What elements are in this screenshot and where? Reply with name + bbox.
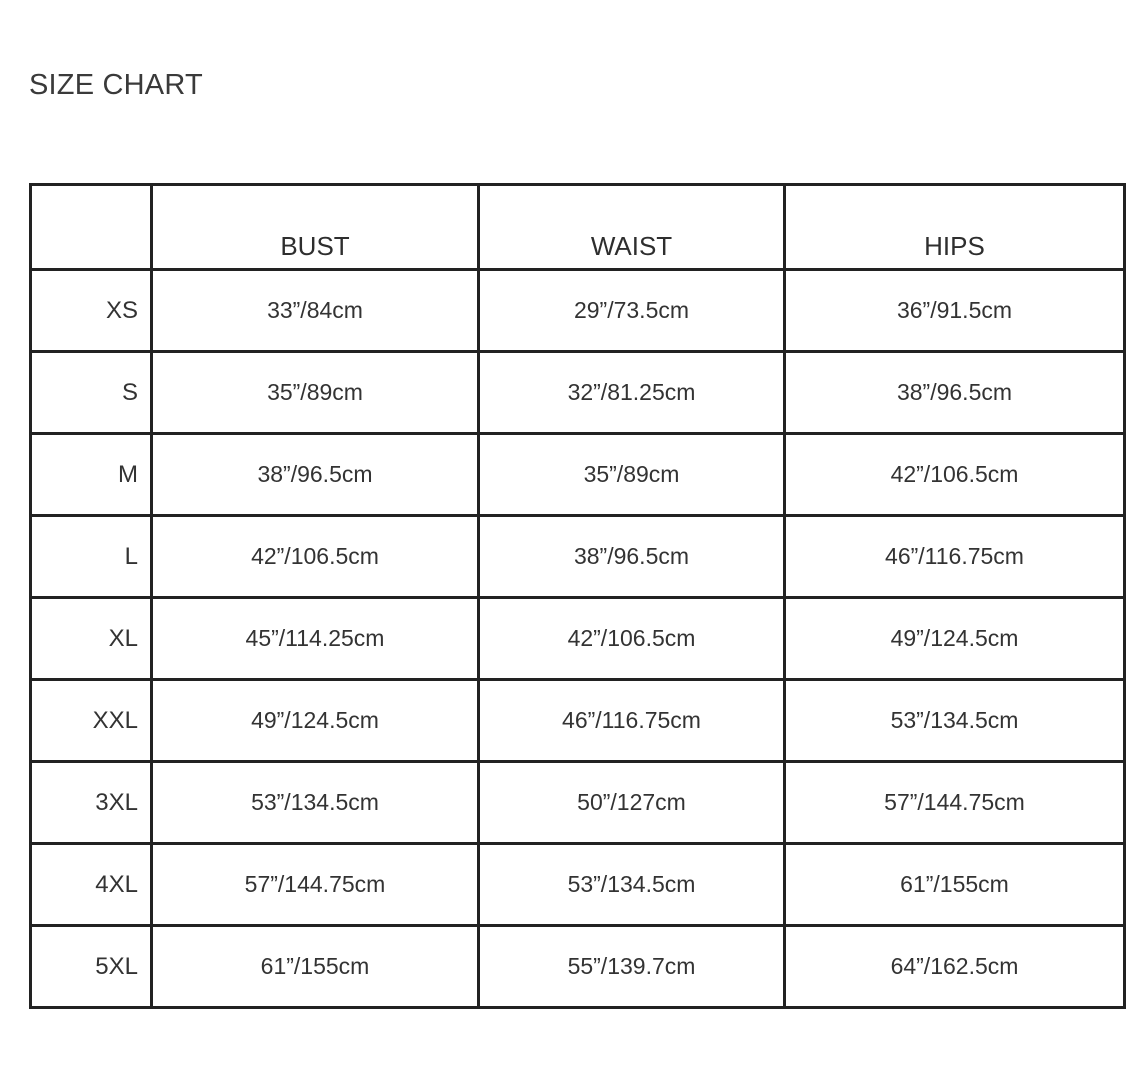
hips-value: 61”/155cm [785, 844, 1125, 926]
waist-value: 50”/127cm [479, 762, 785, 844]
table-header-row [31, 185, 1125, 270]
size-label: L [31, 516, 152, 598]
size-label: 5XL [31, 926, 152, 1008]
bust-value: 57”/144.75cm [152, 844, 479, 926]
header-hips: HIPS [785, 185, 1125, 270]
waist-value: 53”/134.5cm [479, 844, 785, 926]
hips-value: 49”/124.5cm [785, 598, 1125, 680]
waist-value: 42”/106.5cm [479, 598, 785, 680]
hips-value: 57”/144.75cm [785, 762, 1125, 844]
table-row [31, 352, 1125, 434]
header-bust: BUST [152, 185, 479, 270]
bust-value: 38”/96.5cm [152, 434, 479, 516]
table-row [31, 844, 1125, 926]
size-label: 3XL [31, 762, 152, 844]
waist-value: 46”/116.75cm [479, 680, 785, 762]
size-label: 4XL [31, 844, 152, 926]
header-size-corner [31, 185, 152, 270]
size-label: S [31, 352, 152, 434]
size-label: M [31, 434, 152, 516]
size-chart-table [29, 183, 1126, 1009]
table-row [31, 434, 1125, 516]
size-label: XXL [31, 680, 152, 762]
table-row [31, 598, 1125, 680]
waist-value: 35”/89cm [479, 434, 785, 516]
hips-value: 46”/116.75cm [785, 516, 1125, 598]
size-label: XS [31, 270, 152, 352]
bust-value: 35”/89cm [152, 352, 479, 434]
waist-value: 55”/139.7cm [479, 926, 785, 1008]
waist-value: 29”/73.5cm [479, 270, 785, 352]
bust-value: 33”/84cm [152, 270, 479, 352]
header-waist: WAIST [479, 185, 785, 270]
hips-value: 38”/96.5cm [785, 352, 1125, 434]
bust-value: 49”/124.5cm [152, 680, 479, 762]
bust-value: 53”/134.5cm [152, 762, 479, 844]
bust-value: 61”/155cm [152, 926, 479, 1008]
table-row [31, 762, 1125, 844]
hips-value: 42”/106.5cm [785, 434, 1125, 516]
bust-value: 45”/114.25cm [152, 598, 479, 680]
table-row [31, 926, 1125, 1008]
table-row [31, 270, 1125, 352]
table-row [31, 680, 1125, 762]
page-title: SIZE CHART [29, 69, 203, 101]
waist-value: 38”/96.5cm [479, 516, 785, 598]
table-row [31, 516, 1125, 598]
hips-value: 64”/162.5cm [785, 926, 1125, 1008]
hips-value: 36”/91.5cm [785, 270, 1125, 352]
waist-value: 32”/81.25cm [479, 352, 785, 434]
bust-value: 42”/106.5cm [152, 516, 479, 598]
hips-value: 53”/134.5cm [785, 680, 1125, 762]
size-label: XL [31, 598, 152, 680]
